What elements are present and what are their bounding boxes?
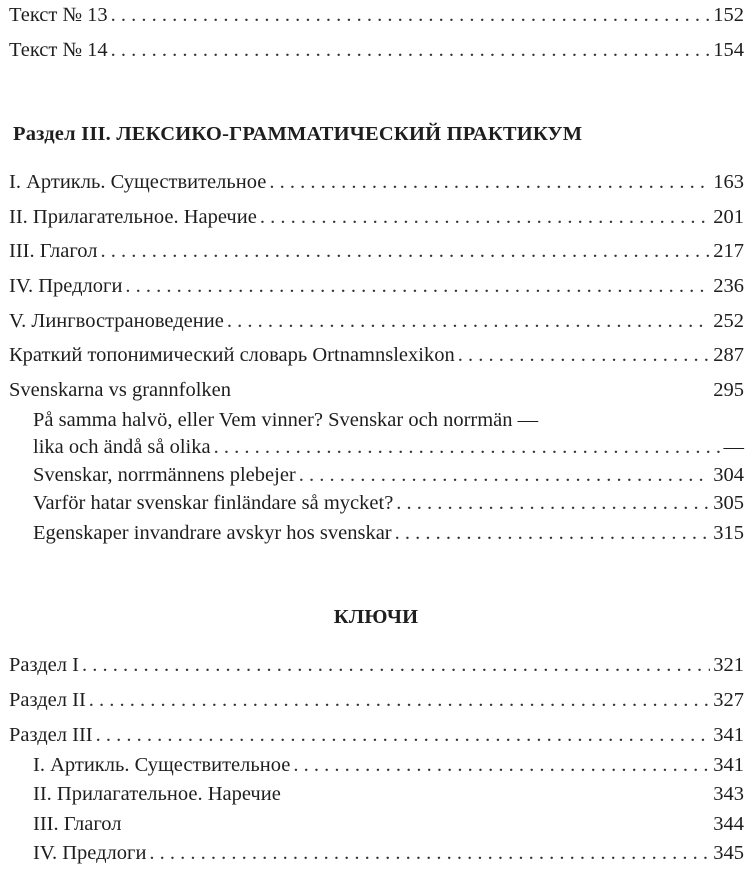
leader-dots bbox=[89, 687, 710, 713]
leader-dots bbox=[395, 520, 711, 546]
entry-title: Раздел II bbox=[9, 689, 86, 711]
toc-subentry bbox=[33, 840, 744, 866]
entry-title: III. Глагол bbox=[33, 813, 122, 835]
entry-title: IV. Предлоги bbox=[9, 275, 123, 297]
entry-page: 345 bbox=[713, 842, 744, 864]
leader-dots bbox=[269, 169, 710, 195]
keys-heading: КЛЮЧИ bbox=[333, 606, 419, 628]
entry-title: I. Артикль. Существительное bbox=[9, 171, 267, 193]
toc-entry bbox=[9, 37, 744, 63]
toc-subentry bbox=[33, 811, 744, 837]
leader-dots bbox=[111, 2, 711, 28]
entry-page: 327 bbox=[713, 689, 744, 711]
entry-page: 201 bbox=[713, 206, 744, 228]
entry-page: 315 bbox=[713, 522, 744, 544]
entry-title: Раздел III bbox=[9, 724, 93, 746]
toc-entry bbox=[9, 652, 744, 678]
entry-page: 343 bbox=[713, 783, 744, 805]
entry-title: Svenskarna vs grannfolken bbox=[9, 379, 232, 401]
entry-page: 321 bbox=[713, 654, 744, 676]
leader-dots bbox=[125, 273, 710, 299]
entry-title: IV. Предлоги bbox=[33, 842, 147, 864]
toc-entry bbox=[9, 687, 744, 713]
toc-subentry bbox=[33, 520, 744, 546]
leader-dots bbox=[100, 238, 710, 264]
entry-title: Краткий топонимический словарь Ortnamnslexikon bbox=[9, 344, 455, 366]
toc-entry bbox=[9, 204, 744, 230]
entry-page: 295 bbox=[713, 379, 744, 401]
entry-page: — bbox=[723, 436, 744, 458]
entry-page: 236 bbox=[713, 275, 744, 297]
leader-dots bbox=[227, 308, 710, 334]
toc-entry bbox=[9, 238, 744, 264]
toc-entry bbox=[9, 377, 744, 403]
toc-subentry bbox=[33, 752, 744, 778]
leader-dots bbox=[299, 462, 711, 488]
subentry-title-line: På samma halvö, eller Vem vinner? Svenskar och norrmän — bbox=[33, 409, 539, 431]
toc-subentry bbox=[33, 781, 744, 807]
entry-title: V. Лингвострановедение bbox=[9, 310, 224, 332]
leader-dots bbox=[293, 752, 710, 778]
entry-title: Svenskar, norrmännens plebejer bbox=[33, 464, 296, 486]
entry-page: 154 bbox=[713, 39, 744, 61]
toc-entry bbox=[9, 2, 744, 28]
leader-dots bbox=[96, 722, 711, 748]
section-heading: Раздел III. ЛЕКСИКО-ГРАММАТИЧЕСКИЙ ПРАКТИКУМ bbox=[13, 123, 583, 145]
leader-dots bbox=[214, 434, 721, 460]
entry-title: Раздел I bbox=[9, 654, 79, 676]
leader-dots bbox=[149, 840, 710, 866]
entry-title: Egenskaper invandrare avskyr hos svenskar bbox=[33, 522, 392, 544]
entry-title: lika och ändå så olika bbox=[33, 436, 211, 458]
leader-dots bbox=[396, 490, 710, 516]
toc-entry bbox=[9, 273, 744, 299]
leader-dots bbox=[458, 342, 711, 368]
entry-page: 152 bbox=[713, 4, 744, 26]
entry-title: Текст № 13 bbox=[9, 4, 108, 26]
entry-page: 341 bbox=[713, 724, 744, 746]
entry-page: 287 bbox=[713, 344, 744, 366]
toc-subentry bbox=[33, 434, 744, 460]
leader-dots bbox=[260, 204, 710, 230]
entry-page: 252 bbox=[713, 310, 744, 332]
entry-page: 341 bbox=[713, 754, 744, 776]
entry-title: III. Глагол bbox=[9, 240, 98, 262]
entry-title: II. Прилагательное. Наречие bbox=[33, 783, 281, 805]
leader-dots bbox=[111, 37, 711, 63]
entry-page: 217 bbox=[713, 240, 744, 262]
entry-title: I. Артикль. Существительное bbox=[33, 754, 291, 776]
entry-page: 304 bbox=[713, 464, 744, 486]
entry-page: 163 bbox=[713, 171, 744, 193]
entry-title: II. Прилагательное. Наречие bbox=[9, 206, 257, 228]
entry-page: 305 bbox=[713, 492, 744, 514]
leader-dots bbox=[82, 652, 710, 678]
toc-entry bbox=[9, 342, 744, 368]
entry-title: Varför hatar svenskar finländare så mycket? bbox=[33, 492, 394, 514]
toc-subentry bbox=[33, 490, 744, 516]
entry-page: 344 bbox=[713, 813, 744, 835]
toc-entry bbox=[9, 169, 744, 195]
toc-entry bbox=[9, 308, 744, 334]
toc-subentry bbox=[33, 462, 744, 488]
entry-title: Текст № 14 bbox=[9, 39, 108, 61]
toc-entry bbox=[9, 722, 744, 748]
